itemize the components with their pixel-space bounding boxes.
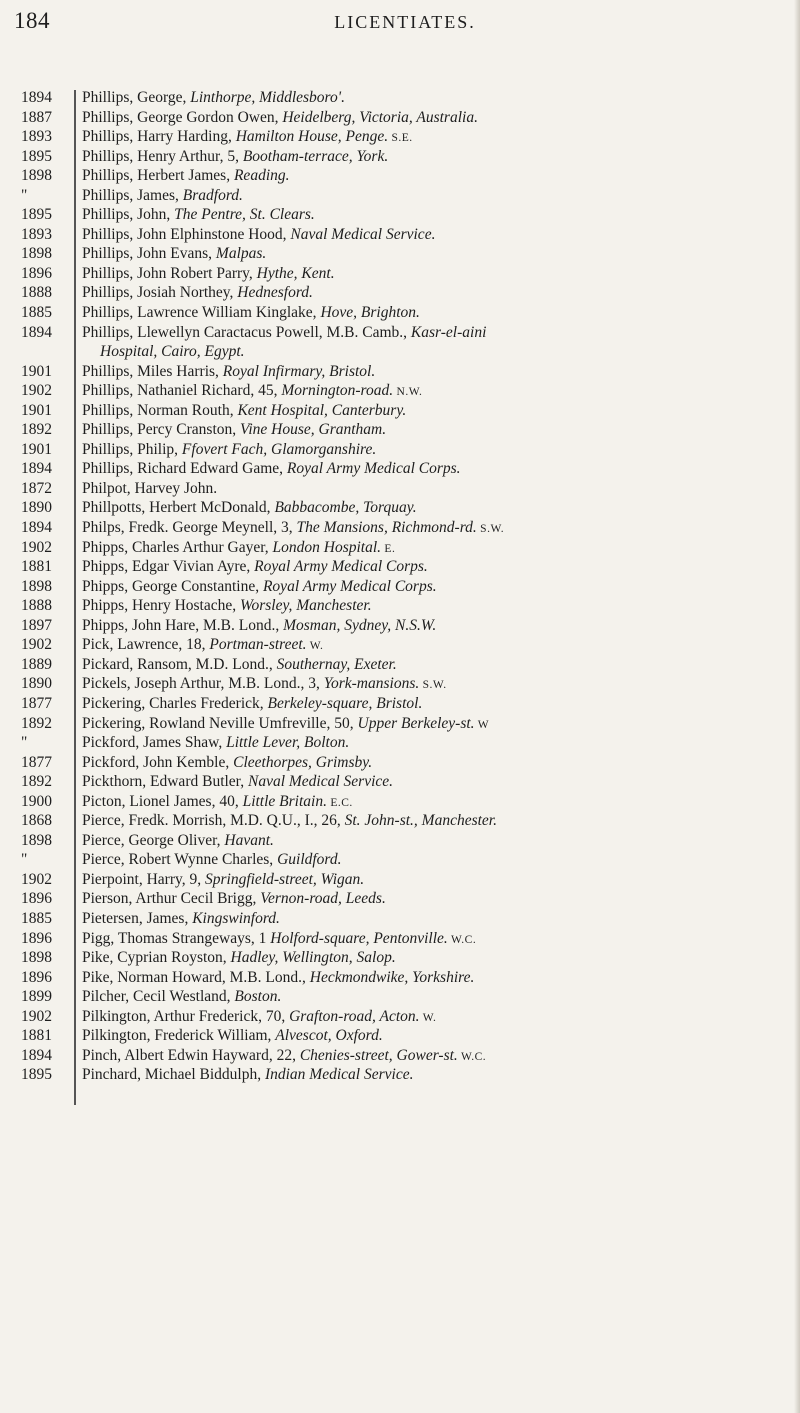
entry-year: 1890 [21,675,52,693]
list-item [0,323,800,343]
entry-text [72,831,777,851]
entry-name: Pierson, Arthur Cecil Brigg, [82,890,261,908]
entry-text [72,616,777,636]
list-item [0,518,800,538]
licentiate-list [0,88,800,1085]
entry-year: 1902 [21,636,52,654]
entry-year: 1889 [21,655,52,673]
entry-text [72,401,777,421]
list-item [0,498,800,518]
entry-year: 1898 [21,245,52,263]
list-item [0,889,800,909]
entry-address: Worsley, Manchester. [240,597,372,615]
entry-address: Hamilton House, Penge. [235,128,389,146]
entry-year: 1898 [21,949,52,967]
entry-name: Pickthorn, Edward Butler, [82,773,248,791]
entry-text [72,948,777,968]
entry-district: E. [381,542,396,555]
entry-year: 1885 [21,304,52,322]
entry-address: Indian Medical Service. [264,1066,414,1084]
entry-text [72,968,777,988]
entry-address: Royal Army Medical Corps. [254,558,428,576]
entry-district: W. [306,640,324,653]
list-item [0,88,800,108]
entry-year: 1901 [21,401,52,419]
entry-name: Phillpotts, Herbert McDonald, [82,499,275,517]
entry-text [72,225,777,245]
entry-name: Pickering, Charles Frederick, [82,694,268,712]
list-item [0,753,800,773]
entry-name: Pierce, George Oliver, [82,831,225,849]
list-item [0,440,800,460]
entry-year: 1897 [21,616,52,634]
entry-address: Hospital, Cairo, Egypt. [100,343,245,361]
list-item [0,127,800,147]
entry-text [72,694,777,714]
entry-year: 1888 [21,597,52,615]
entry-text [72,127,777,147]
list-item [0,459,800,479]
list-item [0,538,800,558]
entry-name: Phillips, George Gordon Owen, [82,108,283,126]
entry-name: Phillips, Llewellyn Caractacus Powell, M.B. Camb., [82,323,411,341]
entry-text [72,323,777,343]
entry-year: 1896 [21,264,52,282]
entry-address: Berkeley-square, Bristol. [267,694,423,712]
entry-name: Phipps, John Hare, M.B. Lond., [82,616,284,634]
entry-year [0,342,72,362]
entry-name: Phillips, Herbert James, [82,167,234,185]
entry-name: Pilcher, Cecil Westland, [82,988,235,1006]
entry-year: 1872 [21,479,52,497]
entry-address: Portman-street. [209,636,307,654]
entry-year: 1868 [21,812,52,830]
entry-address: Springfield-street, Wigan. [204,870,365,888]
entry-name: Phillips, John Robert Parry, [82,264,257,282]
entry-address: Ffovert Fach, Glamorganshire. [181,440,377,458]
entry-text [72,498,777,518]
entry-year: 1890 [21,499,52,517]
entry-name: Pike, Norman Howard, M.B. Lond., [82,968,310,986]
entry-year: 1900 [21,792,52,810]
entry-address: Heckmondwike, Yorkshire. [309,968,475,986]
entry-address: Naval Medical Service. [247,773,394,791]
entry-address: Reading. [233,167,290,185]
entry-name: Phillips, George, [82,89,191,106]
entry-year: 1895 [21,147,52,165]
entry-address: The Pentre, St. Clears. [174,206,315,224]
entry-name: Phipps, Henry Hostache, [82,597,240,615]
list-item [0,850,800,870]
entry-text [72,303,777,323]
entry-text [72,381,777,401]
entry-district: W. [419,1011,437,1024]
entry-address: Holford-square, Pentonville. [270,929,448,947]
entry-text [72,929,777,949]
entry-year: 1901 [21,440,52,458]
entry-text [72,459,777,479]
entry-address: Southernay, Exeter. [276,655,397,673]
entry-address: London Hospital. [272,538,382,556]
entry-name: Phillips, Percy Cranston, [82,421,241,439]
entry-address: St. John-st., Manchester. [344,812,497,830]
entry-year: 1902 [21,1007,52,1025]
entry-address: Royal Infirmary, Bristol. [222,362,376,380]
entry-address: Kasr-el-aini [410,323,487,341]
list-item [0,987,800,1007]
entry-text [72,889,777,909]
entry-year: " [21,851,28,869]
list-item [0,1046,800,1066]
entry-text [72,244,777,264]
entry-text [72,518,777,538]
entry-year: 1877 [21,694,52,712]
entry-name: Phipps, Edgar Vivian Ayre, [82,558,255,576]
entry-year: 1896 [21,929,52,947]
list-item [0,929,800,949]
entry-name: Phillips, Harry Harding, [82,128,236,146]
entry-address: Naval Medical Service. [290,225,436,243]
entry-name: Phillips, Nathaniel Richard, 45, [82,382,282,400]
entry-district: S.W. [476,523,505,536]
entry-address: Babbacombe, Torquay. [274,499,417,517]
entry-text [72,88,777,108]
list-item [0,772,800,792]
entry-text [72,1046,777,1066]
list-item [0,1065,800,1085]
entry-address: York-mansions. [323,675,420,693]
entry-text [72,166,777,186]
entry-year: 1894 [21,519,52,537]
list-item [0,831,800,851]
entry-text [72,987,777,1007]
entry-name: Pigg, Thomas Strangeways, 1 [82,929,271,947]
list-item [0,264,800,284]
list-item [0,635,800,655]
entry-text [72,714,777,734]
entry-address: Bradford. [182,186,243,204]
entry-text [72,909,777,929]
entry-district: S.E. [388,132,413,145]
entry-year: 1902 [21,870,52,888]
entry-address: Alvescot, Oxford. [275,1027,383,1045]
running-head: LICENTIATES. [334,12,476,32]
entry-name: Phipps, George Constantine, [82,577,263,595]
entry-text [72,596,777,616]
entry-name: Pierce, Fredk. Morrish, M.D. Q.U., I., 26, [82,812,345,830]
entry-name: Pierce, Robert Wynne Charles, [82,851,278,869]
entry-year: 1881 [21,558,52,576]
entry-text [72,108,777,128]
entry-text [72,264,777,284]
entry-year: 1898 [21,577,52,595]
entry-year: 1899 [21,988,52,1006]
entry-text [72,147,777,167]
list-item [0,870,800,890]
list-item [0,968,800,988]
entry-name: Phillips, Richard Edward Game, [82,460,287,478]
entry-year: 1894 [21,89,52,106]
list-item [0,948,800,968]
entry-text [72,479,777,499]
page-number: 184 [14,8,50,33]
entry-text [72,792,777,812]
page-header [0,0,800,70]
entry-year: 1892 [21,714,52,732]
entry-address: Hove, Brighton. [320,304,420,322]
entry-year: 1894 [21,323,52,341]
entry-address: Guildford. [277,851,342,869]
list-item [0,909,800,929]
entry-year: 1892 [21,773,52,791]
list-item [0,401,800,421]
entry-name: Phillips, John Evans, [82,245,216,263]
entry-name: Pickering, Rowland Neville Umfreville, 50, [82,714,358,732]
list-item [0,596,800,616]
entry-name: Phillips, Josiah Northey, [82,284,238,302]
entry-address: Vernon-road, Leeds. [260,890,386,908]
entry-address: Havant. [224,831,274,849]
entry-address: Chenies-street, Gower-st. [299,1046,458,1064]
entry-year: 1895 [21,206,52,224]
entry-year: 1881 [21,1027,52,1045]
entry-name: Pike, Cyprian Royston, [82,949,231,967]
entry-name: Phillips, John, [82,206,175,224]
entry-address: Bootham-terrace, York. [242,147,389,165]
list-item [0,381,800,401]
entry-address: Hadley, Wellington, Salop. [230,949,396,967]
entry-year: 1896 [21,890,52,908]
entry-name: Picton, Lionel James, 40, [82,792,243,810]
entry-year: 1888 [21,284,52,302]
entry-name: Pick, Lawrence, 18, [82,636,210,654]
entry-text [72,1065,777,1085]
entry-name: Phillips, John Elphinstone Hood, [82,225,291,243]
entry-name: Philpot, Harvey John. [82,479,218,497]
list-item [0,577,800,597]
entry-text [72,753,777,773]
entry-year: 1896 [21,968,52,986]
entry-district: W [474,718,490,731]
list-item [0,244,800,264]
entry-address: Royal Army Medical Corps. [262,577,437,595]
list-item [0,674,800,694]
entry-address: Heidelberg, Victoria, Australia. [282,108,478,126]
entry-address: Linthorpe, Middlesboro'. [190,89,345,106]
entry-name: Pinch, Albert Edwin Hayward, 22, [82,1046,300,1064]
entry-year: 1902 [21,382,52,400]
entry-address: Grafton-road, Acton. [289,1007,420,1025]
list-item [0,108,800,128]
entry-address: Mornington-road. [281,382,394,400]
list-item [0,420,800,440]
list-item [0,205,800,225]
entry-text [72,186,777,206]
entry-text [72,205,777,225]
entry-address: Vine House, Grantham. [240,421,387,439]
entry-year: 1898 [21,167,52,185]
entry-text [72,733,777,753]
entry-text [72,870,777,890]
entry-text [72,342,777,362]
entry-year: 1894 [21,1046,52,1064]
list-item [0,557,800,577]
entry-name: Phillips, Philip, [82,440,182,458]
entry-address: Little Lever, Bolton. [226,734,350,752]
entry-name: Pilkington, Arthur Frederick, 70, [82,1007,290,1025]
list-item [0,166,800,186]
entry-address: Upper Berkeley-st. [357,714,475,732]
entry-district: W.C. [447,933,477,946]
entry-year: 1892 [21,421,52,439]
entry-name: Pinchard, Michael Biddulph, [82,1066,265,1084]
entry-text [72,538,777,558]
entry-text [72,420,777,440]
entry-year: 1893 [21,128,52,146]
entry-text [72,655,777,675]
entry-text [72,283,777,303]
entry-text [72,557,777,577]
entry-year: 1901 [21,362,52,380]
entry-name: Phillips, Norman Routh, [82,401,238,419]
list-item [0,225,800,245]
list-item [0,303,800,323]
entry-name: Phillips, Henry Arthur, 5, [82,147,243,165]
entry-name: Pietersen, James, [82,909,193,927]
entry-name: Pickford, James Shaw, [82,734,227,752]
list-item [0,811,800,831]
entry-year: " [21,186,28,204]
entry-name: Pickels, Joseph Arthur, M.B. Lond., 3, [82,675,324,693]
entry-district: S.W. [419,679,447,692]
entry-name: Pierpoint, Harry, 9, [82,870,205,888]
entry-year: 1902 [21,538,52,556]
list-item [0,714,800,734]
entry-year: " [21,734,28,752]
entry-text [72,362,777,382]
list-item [0,694,800,714]
entry-year: 1887 [21,108,52,126]
entry-name: Phipps, Charles Arthur Gayer, [82,538,273,556]
list-item [0,616,800,636]
entry-year: 1898 [21,831,52,849]
list-item [0,283,800,303]
list-item [0,186,800,206]
entry-name: Phillips, James, [82,186,183,204]
list-item [0,655,800,675]
entry-year: 1885 [21,909,52,927]
entry-address: Kingswinford. [192,909,280,927]
entry-address: Cleethorpes, Grimsby. [233,753,373,771]
entry-year: 1895 [21,1066,52,1084]
entry-text [72,772,777,792]
list-item [0,1007,800,1027]
entry-name: Pickard, Ransom, M.D. Lond., [82,655,277,673]
entry-year: 1894 [21,460,52,478]
entry-name: Phillips, Miles Harris, [82,362,223,380]
entry-text [72,850,777,870]
entry-text [72,577,777,597]
entry-address: Mosman, Sydney, N.S.W. [283,616,437,634]
entry-district: E.C. [326,796,353,809]
entry-address: Boston. [234,988,282,1006]
entry-name: Pickford, John Kemble, [82,753,234,771]
entry-address: Royal Army Medical Corps. [286,460,461,478]
entry-address: The Mansions, Richmond-rd. [296,519,477,537]
entry-text [72,1026,777,1046]
entry-address: Little Britain. [242,792,327,810]
list-item [0,792,800,812]
entry-name: Philps, Fredk. George Meynell, 3, [82,519,297,537]
entry-district: W.C. [457,1050,487,1063]
entry-address: Kent Hospital, Canterbury. [237,401,407,419]
list-item [0,147,800,167]
entry-address: Hythe, Kent. [256,264,335,282]
list-item [0,733,800,753]
entry-address: Malpas. [215,245,267,263]
list-item [0,362,800,382]
entry-year: 1877 [21,753,52,771]
entry-district: N.W. [393,386,423,399]
entry-address: Hednesford. [237,284,313,302]
list-item [0,342,800,362]
entry-text [72,811,777,831]
entry-year: 1893 [21,225,52,243]
entry-text [72,635,777,655]
entry-text [72,440,777,460]
list-item [0,479,800,499]
list-item [0,1026,800,1046]
entry-name: Pilkington, Frederick William, [82,1027,276,1045]
entry-text [72,1007,777,1027]
entry-name: Phillips, Lawrence William Kinglake, [82,304,321,322]
entry-text [72,674,777,694]
